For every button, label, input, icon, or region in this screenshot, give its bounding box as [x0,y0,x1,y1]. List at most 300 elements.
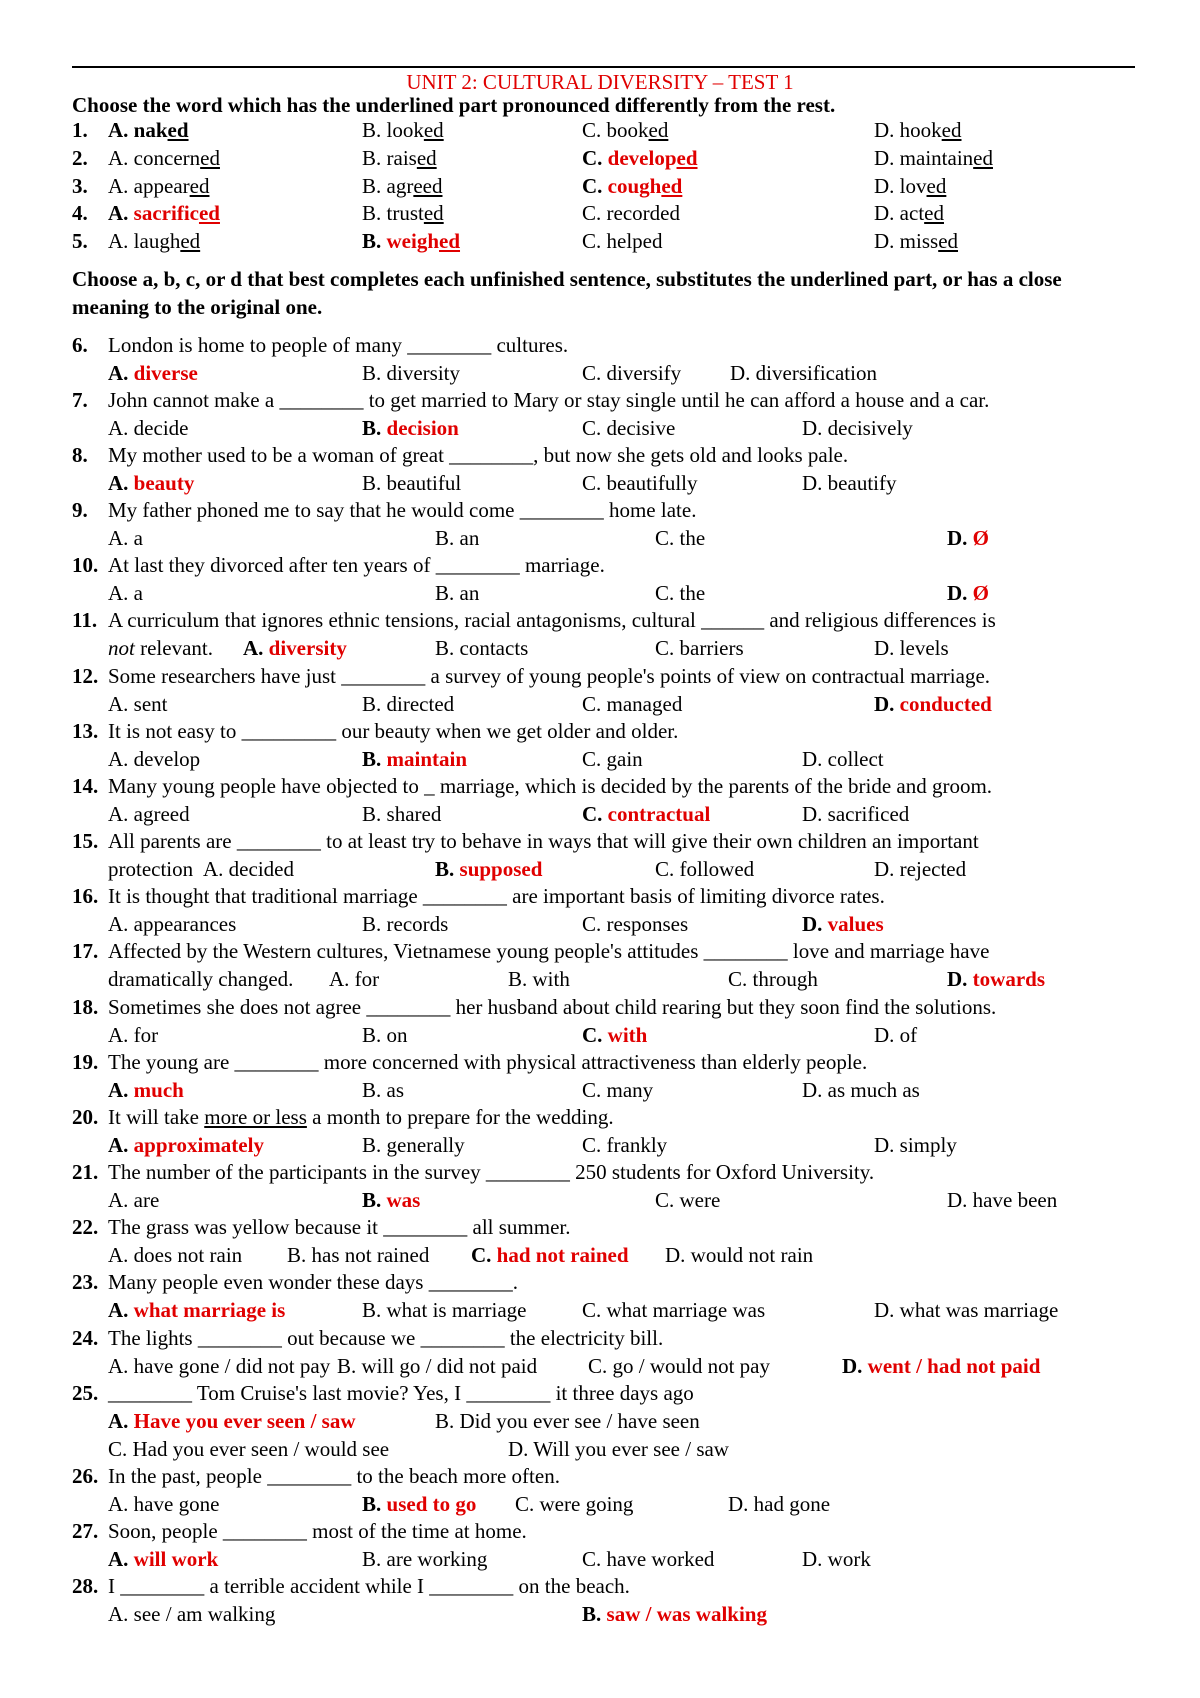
option-text: diversity [268,636,347,660]
option-letter: D. [947,1188,973,1212]
answer-option[interactable] [362,146,437,171]
option-letter: A. [108,1133,134,1157]
option-letter: C. [582,174,608,198]
option-letter: D. [874,229,900,253]
option-letter: D. [802,471,828,495]
answer-option[interactable] [362,174,443,199]
answer-option-d[interactable] [874,1298,1058,1323]
question-stem: John cannot make a ________ to get married to Mary or stay single until he can afford a house and a car. [108,388,990,412]
option-text: Ø [972,581,990,605]
question-number: 8. [72,443,88,467]
answer-option-a[interactable] [108,1298,285,1323]
option-letter: B. [362,1188,387,1212]
option-letter: B. [508,967,533,991]
option-letter: A. [108,747,134,771]
answer-option-b[interactable] [362,1547,487,1572]
underlined-part: ed [938,229,959,253]
answer-option[interactable] [362,229,460,254]
answer-option-d[interactable] [874,1133,957,1158]
option-letter: B. [362,692,387,716]
answer-option-c[interactable] [655,857,754,882]
question-number: 5. [72,229,88,253]
answer-option-c[interactable] [655,581,705,606]
question-stem-cont: protection [108,857,194,881]
option-letter: C. [471,1243,497,1267]
question-stem: Some researchers have just ________ a survey of young people's points of view on contractual marriage. [108,664,991,688]
answer-option[interactable] [108,174,209,199]
underlined-part: ed [941,118,962,142]
option-text [608,146,698,170]
question-stem: The number of the participants in the survey ________ 250 students for Oxford University. [108,1160,875,1184]
answer-option-b[interactable] [362,692,454,717]
answer-option-a[interactable] [108,1188,159,1213]
answer-option-b[interactable] [362,1188,420,1213]
option-letter: A. [203,857,229,881]
question-stem: My mother used to be a woman of great ________, but now she gets old and looks pale. [108,443,849,467]
answer-option-c[interactable] [655,1188,720,1213]
option-text: go / would not pay [612,1354,771,1378]
answer-option[interactable] [874,229,958,254]
option-text: has not rained [311,1243,430,1267]
answer-option-b[interactable] [337,1354,537,1379]
option-letter: A. [108,692,134,716]
answer-option-a[interactable] [243,636,347,661]
answer-option-a[interactable] [108,1133,264,1158]
answer-option-d[interactable] [874,1023,917,1048]
stem-text: a month to prepare for the wedding. [306,1105,614,1129]
option-text: decision [386,416,459,440]
question-stem: My father phoned me to say that he would come ________ home late. [108,498,697,522]
question-number: 3. [72,174,88,198]
option-letter: B. [582,1602,607,1626]
question-number: 26. [72,1464,99,1488]
option-text: for [133,1023,159,1047]
option-letter: C. [582,912,607,936]
option-text: supposed [459,857,543,881]
instruction-pronunciation: Choose the word which has the underlined part pronounced differently from the rest. [72,93,836,117]
option-letter: C. [582,747,607,771]
option-text [900,174,947,198]
answer-option-b[interactable] [435,1409,700,1434]
option-letter: C. [582,361,607,385]
underlined-part: ed [926,174,947,198]
option-letter: C. [582,802,608,826]
answer-option-a[interactable] [108,1023,158,1048]
option-text: went / had not paid [867,1354,1041,1378]
option-letter: B. [362,1078,387,1102]
answer-option-d[interactable] [874,857,966,882]
option-text: decide [133,416,189,440]
option-letter: B. [362,747,387,771]
option-text: saw / was walking [606,1602,767,1626]
option-letter: D. [802,912,828,936]
answer-option-d[interactable] [947,1188,1057,1213]
question-number: 1. [72,118,88,142]
answer-option-a[interactable] [108,1354,330,1379]
option-text: see / am walking [133,1602,276,1626]
answer-option-b[interactable] [435,581,479,606]
option-text: Had you ever seen / would see [132,1437,390,1461]
answer-option-c[interactable] [515,1492,633,1517]
option-text: rejected [899,857,967,881]
question-number: 12. [72,664,99,688]
question-number: 23. [72,1270,99,1294]
answer-option-a[interactable] [108,526,143,551]
answer-option[interactable] [874,174,946,199]
answer-option-a[interactable] [108,1409,356,1434]
option-letter: A. [108,1409,134,1433]
answer-option-b[interactable] [362,471,461,496]
option-text: what marriage is [133,1298,286,1322]
option-text [608,174,683,198]
answer-option-b[interactable] [362,1023,408,1048]
option-letter: A. [108,1354,134,1378]
question-number: 2. [72,146,88,170]
option-letter: C. [582,201,607,225]
option-word-stem: laugh [133,229,181,253]
option-word-stem: recorded [606,201,680,225]
question-number: 9. [72,498,88,522]
answer-option-d[interactable] [802,802,909,827]
answer-option-b[interactable] [582,1602,767,1627]
option-text: values [827,912,884,936]
option-letter: C. [582,1298,607,1322]
option-word-stem: develop [607,146,677,170]
answer-option-d[interactable] [728,1492,830,1517]
answer-option[interactable] [582,118,668,143]
option-letter: A. [108,201,134,225]
option-text: much [133,1078,184,1102]
answer-option-c[interactable] [582,1133,667,1158]
option-letter: C. [655,526,680,550]
question-stem: The lights ________ out because we ________ the electricity bill. [108,1326,664,1350]
question-stem: Many people even wonder these days ________. [108,1270,518,1294]
answer-option-b[interactable] [362,912,448,937]
option-letter: D. [802,802,828,826]
option-letter: C. [108,1437,133,1461]
option-letter: B. [362,912,387,936]
option-letter: A. [108,146,134,170]
option-text: have gone [133,1492,220,1516]
option-letter: A. [108,1547,134,1571]
option-letter: D. [947,526,973,550]
option-text: what marriage was [606,1298,766,1322]
option-letter: D. [874,201,900,225]
option-text [607,229,663,253]
question-number: 19. [72,1050,99,1074]
answer-option-b[interactable] [362,416,459,441]
answer-option-b[interactable] [362,1492,476,1517]
answer-option-c[interactable] [582,1023,647,1048]
option-text: maintain [386,747,468,771]
answer-option-a[interactable] [108,692,168,717]
answer-option-d[interactable] [802,747,884,772]
option-letter: A. [108,802,134,826]
answer-option-a[interactable] [108,471,194,496]
option-text: have gone / did not pay [133,1354,331,1378]
underlined-part: ed [423,201,444,225]
option-letter: C. [582,692,607,716]
answer-option-c[interactable] [582,361,681,386]
option-word-stem: sacrific [133,201,199,225]
answer-option-c[interactable] [582,802,710,827]
answer-option-c[interactable] [655,526,705,551]
answer-option-b[interactable] [287,1243,429,1268]
option-text: collect [827,747,884,771]
answer-option-a[interactable] [108,1243,242,1268]
answer-option-d[interactable] [947,581,989,606]
option-text: shared [386,802,442,826]
answer-option-d[interactable] [947,526,989,551]
answer-option-c[interactable] [582,1298,765,1323]
question-stem: Soon, people ________ most of the time at home. [108,1519,527,1543]
option-letter: B. [362,201,387,225]
answer-option[interactable] [874,201,944,226]
option-text: what was marriage [899,1298,1059,1322]
option-letter: B. [337,1354,362,1378]
option-letter: A. [108,1188,134,1212]
answer-option[interactable] [362,118,444,143]
question-stem [108,1105,614,1130]
option-text: had not rained [496,1243,629,1267]
answer-option-a[interactable] [108,747,200,772]
answer-option-d[interactable] [874,692,992,717]
answer-option[interactable] [582,201,680,226]
answer-option-b[interactable] [362,802,441,827]
answer-option[interactable] [874,118,962,143]
answer-option-d[interactable] [802,416,913,441]
option-letter: A. [243,636,269,660]
option-letter: A. [108,912,134,936]
question-stem: ________ Tom Cruise's last movie? Yes, I ________ it three days ago [108,1381,694,1405]
option-text: were going [539,1492,634,1516]
answer-option-a[interactable] [108,1078,184,1103]
question-number: 18. [72,995,99,1019]
answer-option-c[interactable] [728,967,818,992]
answer-option-b[interactable] [435,857,542,882]
answer-option-a[interactable] [108,1602,275,1627]
option-text: followed [679,857,755,881]
option-text: sacrificed [827,802,910,826]
option-letter: D. [802,1547,828,1571]
option-text: decisive [606,416,676,440]
option-letter: D. [728,1492,754,1516]
answer-option-d[interactable] [802,471,896,496]
answer-option-b[interactable] [362,1133,465,1158]
option-text: with [607,1023,648,1047]
question-number: 28. [72,1574,99,1598]
answer-option-b[interactable] [508,967,570,992]
option-text: used to go [386,1492,477,1516]
option-text: with [532,967,570,991]
answer-option-c[interactable] [582,1547,714,1572]
underlined-part: ed [416,146,437,170]
option-text [387,201,444,225]
top-rule [72,66,1135,68]
option-text [134,118,189,142]
option-text [607,201,680,225]
answer-option-c[interactable] [582,1078,653,1103]
answer-option-a[interactable] [203,857,294,882]
option-text [900,146,993,170]
option-letter: A. [108,118,134,142]
answer-option-b[interactable] [362,1298,526,1323]
option-letter: A. [108,1078,134,1102]
question-number: 22. [72,1215,99,1239]
answer-option[interactable] [582,174,682,199]
answer-option-c[interactable] [108,1437,389,1462]
answer-option[interactable] [874,146,993,171]
option-letter: D. [874,1133,900,1157]
question-stem: The young are ________ more concerned with physical attractiveness than elderly people. [108,1050,868,1074]
option-text: beauty [133,471,195,495]
answer-option-a[interactable] [108,416,188,441]
option-letter: C. [655,581,680,605]
option-letter: B. [362,361,387,385]
option-letter: C. [655,1188,680,1212]
option-letter: D. [874,146,900,170]
underlined-part: ed [661,174,683,198]
option-letter: A. [108,581,134,605]
option-letter: B. [362,118,387,142]
answer-option-c[interactable] [582,912,688,937]
question-stem-cont: dramatically changed. [108,967,294,991]
option-text: the [679,526,706,550]
option-text: Did you ever see / have seen [459,1409,700,1433]
question-stem: The grass was yellow because it ________ all summer. [108,1215,571,1239]
answer-option-d[interactable] [874,636,949,661]
answer-option-c[interactable] [582,416,675,441]
option-text: as much as [827,1078,920,1102]
option-letter: C. [582,229,607,253]
answer-option-b[interactable] [435,526,479,551]
option-letter: D. [874,1298,900,1322]
answer-option-d[interactable] [802,912,884,937]
option-text: for [354,967,380,991]
answer-option[interactable] [108,229,200,254]
answer-option-a[interactable] [329,967,379,992]
answer-option-d[interactable] [665,1243,813,1268]
option-letter: D. [802,1078,828,1102]
answer-option-a[interactable] [108,361,198,386]
answer-option-a[interactable] [108,802,190,827]
answer-option-a[interactable] [108,581,143,606]
answer-option[interactable] [582,229,663,254]
option-text: were [679,1188,721,1212]
question-stem-cont [108,636,213,661]
option-text: are working [386,1547,488,1571]
underlined-part: ed [439,229,461,253]
answer-option-b[interactable] [362,361,460,386]
option-letter: A. [108,1492,134,1516]
answer-option-c[interactable] [655,636,744,661]
answer-option-b[interactable] [362,747,467,772]
answer-option-d[interactable] [947,967,1045,992]
option-word-stem: trust [386,201,424,225]
option-letter: A. [108,229,134,253]
question-number: 13. [72,719,99,743]
option-text: responses [606,912,689,936]
option-text: decided [228,857,294,881]
option-text [607,118,669,142]
option-word-stem: hook [899,118,942,142]
answer-option-d[interactable] [730,361,877,386]
option-text: managed [606,692,683,716]
question-number: 25. [72,1381,99,1405]
answer-option-c[interactable] [582,747,643,772]
option-letter: D. [508,1437,534,1461]
option-text [134,174,210,198]
question-number: 27. [72,1519,99,1543]
option-letter: C. [582,146,608,170]
stem-text: It will take [108,1105,205,1129]
answer-option-a[interactable] [108,1547,218,1572]
answer-option-c[interactable] [582,692,682,717]
answer-option-d[interactable] [842,1354,1040,1379]
option-letter: D. [947,581,973,605]
option-letter: C. [655,857,680,881]
option-word-stem: weigh [386,229,440,253]
option-text: diversify [606,361,682,385]
option-letter: C. [582,1078,607,1102]
answer-option-d[interactable] [508,1437,729,1462]
answer-option[interactable] [362,201,444,226]
answer-option[interactable] [582,146,698,171]
option-letter: D. [874,636,900,660]
answer-option-a[interactable] [108,912,236,937]
option-letter: C. [582,1023,608,1047]
option-letter: C. [728,967,753,991]
answer-option[interactable] [108,201,220,226]
option-text [387,118,444,142]
underlined-part: ed [676,146,698,170]
answer-option[interactable] [108,146,220,171]
option-text: gain [606,747,643,771]
option-text [900,118,962,142]
option-text: what is marriage [386,1298,527,1322]
option-text: diverse [133,361,198,385]
underlined-part: ed [648,118,669,142]
option-letter: A. [108,471,134,495]
question-number: 21. [72,1160,99,1184]
question-number: 10. [72,553,99,577]
answer-option-d[interactable] [802,1547,871,1572]
option-word-stem: book [606,118,649,142]
option-text [900,229,958,253]
underlined-phrase: more or less [204,1105,307,1129]
question-stem: All parents are ________ to at least try to behave in ways that will give their own children an important [108,829,979,853]
question-number: 20. [72,1105,99,1129]
option-text: contacts [459,636,529,660]
option-letter: A. [108,416,134,440]
option-text: simply [899,1133,957,1157]
question-number: 17. [72,939,99,963]
answer-option[interactable] [108,118,189,143]
option-text: generally [386,1133,465,1157]
option-letter: D. [842,1354,868,1378]
option-letter: B. [362,471,387,495]
answer-option-d[interactable] [802,1078,920,1103]
answer-option-b[interactable] [362,1078,404,1103]
answer-option-c[interactable] [471,1243,629,1268]
answer-option-a[interactable] [108,1492,219,1517]
question-stem: I ________ a terrible accident while I ________ on the beach. [108,1574,630,1598]
question-number: 7. [72,388,88,412]
option-letter: B. [362,174,387,198]
answer-option-b[interactable] [435,636,528,661]
answer-option-c[interactable] [588,1354,770,1379]
answer-option-c[interactable] [582,471,698,496]
